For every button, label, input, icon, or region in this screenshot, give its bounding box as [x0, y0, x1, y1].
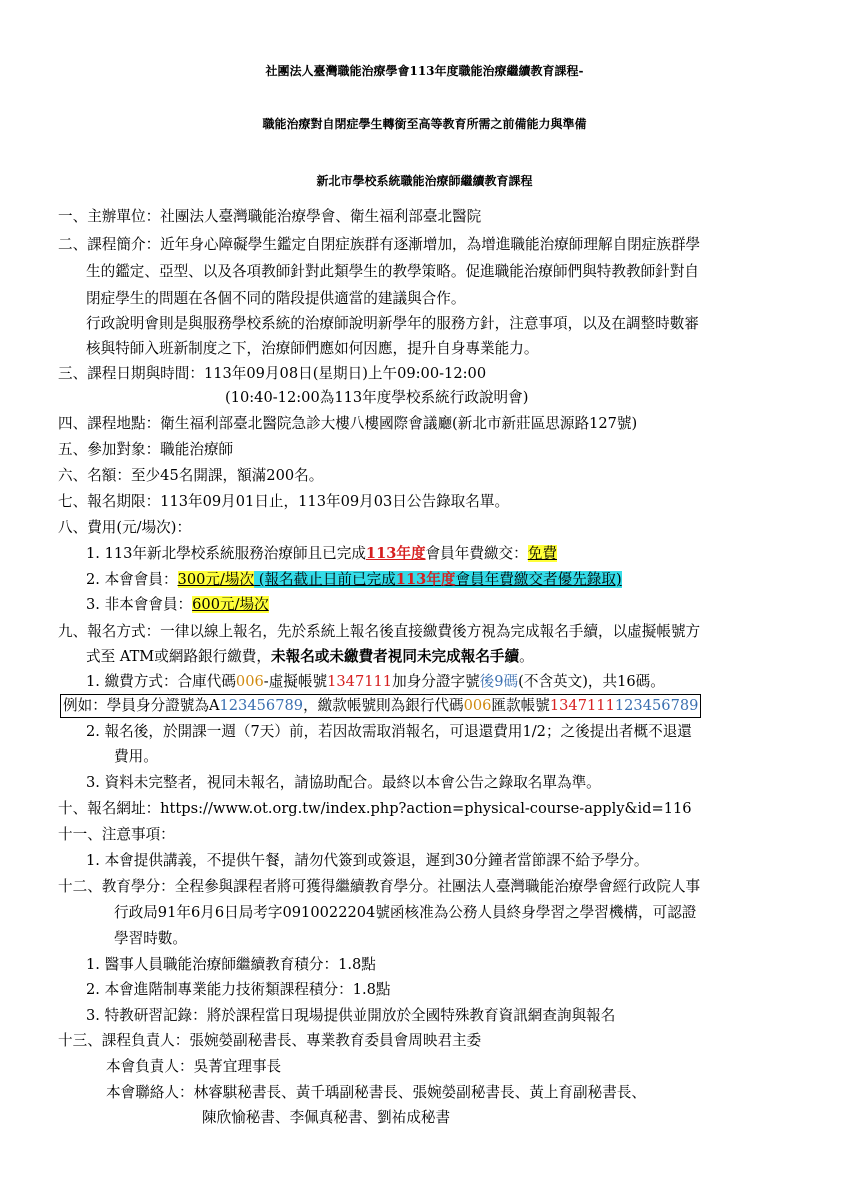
payment-method: 1. 繳費方式：合庫代碼006-虛擬帳號1347111加身分證字號後9碼(不含英文)，共16碼。 — [86, 673, 665, 690]
section-deadline: 七、報名期限：113年09月01日止，113年09月03日公告錄取名單。 — [58, 493, 510, 510]
section-credits-line: 行政局91年6月6日局考字0910022204號函核准為公務人員終身學習之學習機構，可認證 — [114, 904, 697, 921]
section-credits-line: 學習時數。 — [114, 930, 187, 947]
section-location: 四、課程地點：衛生福利部臺北醫院急診大樓八樓國際會議廳(新北市新莊區思源路127號) — [58, 415, 638, 432]
fee-item-3: 3. 非本會會員：600元/場次 — [86, 596, 269, 613]
section-quota: 六、名額：至少45名開課，額滿200名。 — [58, 467, 324, 484]
section-organizer: 一、主辦單位：社團法人臺灣職能治療學會、衛生福利部臺北醫院 — [58, 208, 482, 225]
section-date: 三、課程日期與時間：113年09月08日(星期日)上午09:00-12:00 — [58, 365, 487, 382]
section-contacts-line: 陳欣愉秘書、李佩真秘書、劉祐成秘書 — [202, 1109, 451, 1126]
credits-item-3: 3. 特教研習記錄：將於課程當日現場提供並開放於全國特殊教育資訊網查詢與報名 — [86, 1007, 616, 1024]
priority-note: (報名截止日前已完成113年度會員年費繳交者優先錄取) — [254, 571, 622, 588]
credits-item-2: 2. 本會進階制專業能力技術類課程積分：1.8點 — [86, 981, 391, 998]
payment-example-box: 例如：學員身分證號為A123456789，繳款帳號則為銀行代碼006匯款帳號1347111123456789 — [60, 694, 701, 718]
section-intro-line: 二、課程簡介：近年身心障礙學生鑑定自閉症族群有逐漸增加，為增進職能治療師理解自閉症族群學 — [58, 236, 701, 253]
section-fee-heading: 八、費用(元/場次)： — [58, 519, 192, 536]
section-notes-heading: 十一、注意事項： — [58, 826, 175, 843]
section-date-note: (10:40-12:00為113年度學校系統行政說明會) — [225, 389, 529, 406]
title-line-1: 社團法人臺灣職能治療學會113年度職能治療繼續教育課程- — [265, 64, 584, 78]
section-credits-line: 十二、教育學分：全程參與課程者將可獲得繼續教育學分。社團法人臺灣職能治療學會經行政院人事 — [58, 878, 701, 895]
section-contacts-line: 十三、課程負責人：張婉嫈副秘書長、專業教育委員會周映君主委 — [58, 1032, 482, 1049]
incomplete-data-note: 3. 資料未完整者，視同未報名，請協助配合。最終以本會公告之錄取名單為準。 — [86, 774, 601, 791]
credits-item-1: 1. 醫事人員職能治療師繼續教育積分：1.8點 — [86, 956, 376, 973]
section-intro-line: 閉症學生的問題在各個不同的階段提供適當的建議與合作。 — [86, 290, 466, 307]
subtitle: 新北市學校系統職能治療師繼續教育課程 — [316, 174, 533, 188]
notes-item-1: 1. 本會提供講義，不提供午餐，請勿代簽到或簽退，遲到30分鐘者當節課不給予學分。 — [86, 852, 649, 869]
section-intro-line: 生的鑑定、亞型、以及各項教師針對此類學生的教學策略。促進職能治療師們與特教教師針對自 — [86, 263, 699, 280]
section-contacts-line: 本會聯絡人：林睿騏秘書長、黃千瑀副秘書長、張婉嫈副秘書長、黃上育副秘書長、 — [106, 1084, 646, 1101]
section-contacts-line: 本會負責人：吳菁宜理事長 — [106, 1058, 282, 1075]
refund-policy-line: 費用。 — [114, 748, 158, 765]
section-audience: 五、參加對象：職能治療師 — [58, 441, 234, 458]
section-registration-line: 九、報名方式：一律以線上報名，先於系統上報名後直接繳費後方視為完成報名手續，以虛擬帳號方 — [58, 623, 701, 640]
section-intro-line: 核與特師入班新制度之下，治療師們應如何因應，提升自身專業能力。 — [86, 340, 539, 357]
section-registration-line: 式至 ATM或網路銀行繳費，未報名或未繳費者視同未完成報名手續。 — [86, 648, 534, 665]
section-intro-line: 行政說明會則是與服務學校系統的治療師說明新學年的服務方針，注意事項，以及在調整時數審 — [86, 315, 699, 332]
title-line-2: 職能治療對自閉症學生轉銜至高等教育所需之前備能力與準備 — [262, 117, 587, 131]
fee-item-2: 2. 本會會員：300元/場次 (報名截止日前已完成113年度會員年費繳交者優先錄取) — [86, 571, 622, 588]
registration-url[interactable]: 十、報名網址：https://www.ot.org.tw/index.php?action=physical-course-apply&id=116 — [58, 800, 692, 817]
refund-policy-line: 2. 報名後，於開課一週（7天）前，若因故需取消報名，可退還費用1/2；之後提出者概不退還 — [86, 723, 692, 740]
fee-item-1: 1. 113年新北學校系統服務治療師且已完成113年度會員年費繳交：免費 — [86, 545, 557, 562]
